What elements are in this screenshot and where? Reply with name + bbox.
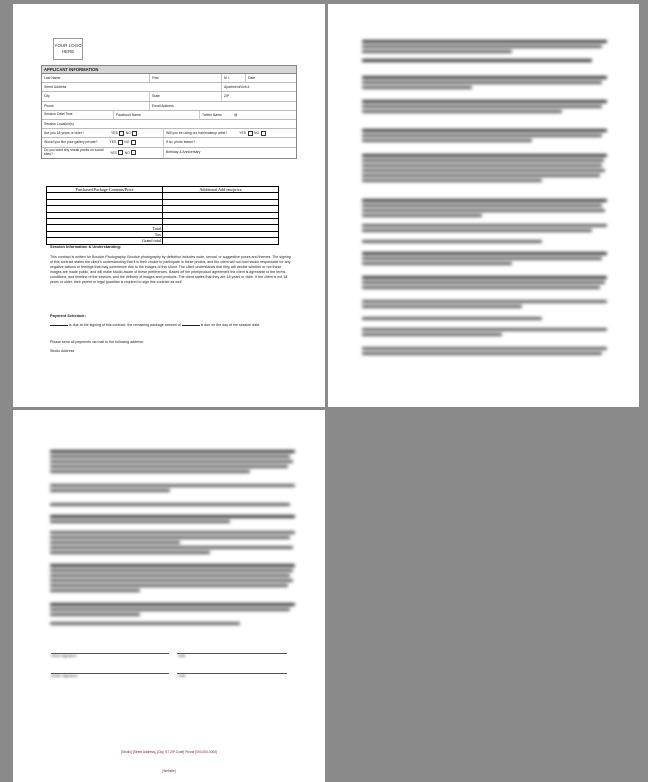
- age-yes-label: YES: [110, 131, 118, 136]
- middle-initial-field[interactable]: M.I.: [222, 74, 246, 82]
- form-row-name: [42, 74, 296, 83]
- form-row-session: [42, 111, 296, 120]
- applicant-form: [41, 65, 297, 159]
- form-row-phone: [42, 102, 296, 111]
- birthday-field[interactable]: Birthday & Anniversary: [166, 149, 201, 154]
- city-field[interactable]: City: [42, 92, 150, 100]
- studio-address-label: Studio Address: [50, 349, 75, 353]
- hair-no-checkbox[interactable]: [261, 131, 266, 136]
- facebook-field[interactable]: Facebook Name: [114, 111, 200, 119]
- social-question: [42, 148, 164, 158]
- hair-no-label: NO: [254, 131, 260, 136]
- social-yes-label: YES: [110, 150, 117, 155]
- hair-yes-label: YES: [239, 131, 247, 136]
- session-info-heading: Session Information & Understanding:: [50, 244, 122, 249]
- at-symbol: @: [233, 112, 238, 117]
- contract-page-2: [328, 4, 639, 407]
- apartment-field[interactable]: Apartment/Unit #: [224, 85, 250, 90]
- session-datetime-field[interactable]: Session Date/Time: [42, 111, 114, 119]
- last-name-field[interactable]: Last Name: [42, 74, 150, 82]
- client-date-label: Date: [178, 654, 186, 658]
- twitter-label: Twitter Name: [202, 112, 222, 117]
- remaining-amount-blank[interactable]: [182, 325, 200, 326]
- payment-line-1: [50, 323, 293, 328]
- age-no-checkbox[interactable]: [132, 131, 137, 136]
- tax-label: Tax: [47, 231, 163, 237]
- client-signature-label: Client Signature: [51, 654, 77, 658]
- email-field[interactable]: Email Address: [152, 103, 174, 108]
- package-table: [46, 186, 279, 245]
- twitter-field[interactable]: [200, 111, 296, 119]
- form-row-location: [42, 120, 296, 129]
- footer-address: [Studio] [Street Address], [City, ST ZIP Code] Phone [000-000-0000]: [121, 750, 217, 754]
- social-no-label: NO: [124, 150, 130, 155]
- total-label: Total: [47, 225, 163, 231]
- social-question-label: Do you want any sneak peeks on social sites?: [44, 147, 104, 156]
- social-yes-checkbox[interactable]: [118, 150, 123, 155]
- first-name-field[interactable]: First: [150, 74, 222, 82]
- date-field[interactable]: Date: [248, 76, 256, 81]
- age-yes-checkbox[interactable]: [119, 131, 124, 136]
- applicant-form-heading: APPLICANT INFORMATION: [42, 66, 296, 74]
- hair-yes-checkbox[interactable]: [248, 131, 253, 136]
- gallery-question: [42, 138, 164, 146]
- contract-page-1: [13, 4, 325, 407]
- footer-website: [Website]: [162, 769, 176, 773]
- hair-question-label: Will you be using our hair/makeup artist?: [166, 131, 228, 136]
- form-row-age: [42, 129, 296, 138]
- form-row-social: [42, 148, 296, 158]
- phone-field[interactable]: Phone: [42, 102, 150, 110]
- zip-field[interactable]: ZIP: [224, 94, 230, 99]
- street-address-field[interactable]: Street Address: [42, 83, 222, 91]
- form-row-gallery: [42, 138, 296, 147]
- addons-header: Additional Add ons/price: [163, 187, 279, 193]
- age-question: [42, 129, 164, 137]
- studio-date-label: Date: [178, 674, 186, 678]
- logo-placeholder: [53, 38, 83, 60]
- age-question-label: Are you 18 years or older?: [44, 131, 84, 136]
- studio-signature-label: Studio Signature: [51, 674, 78, 678]
- package-contents-header: Purchased Package Contents/Price: [47, 187, 163, 193]
- age-no-label: NO: [125, 131, 131, 136]
- form-row-city: [42, 92, 296, 101]
- photo-teaser-field[interactable]: If so, photo teaser?: [166, 139, 196, 144]
- gallery-question-label: Would you like your gallery private?: [44, 140, 98, 145]
- hair-question: [164, 129, 296, 137]
- gallery-no-label: NO: [124, 140, 130, 145]
- state-field[interactable]: State: [150, 92, 222, 100]
- payment-heading: Payment Schedule:: [50, 313, 86, 318]
- payment-line-2: Please send all payments via mail to the following address:: [50, 340, 144, 344]
- logo-line-2: HERE: [61, 49, 75, 54]
- grand-total-label: Grand total: [47, 238, 163, 244]
- session-info-body: This contract is written for Boudoir Photography. Boudoir photography by definition includes nude, sexual, or suggestive poses and themes. The signing of this contract states the client's understanding that it is their choice to participate in these photos, and the client will not hold studio responsible for any negative actions or feelings that may commence due to the images of this shoot. The client understands that they will decide whether or not these images are made public, and will make studio aware of these preferences. Based off the print/product agreement the client is agreeable to the terms, conditions, and timeline of the session, and the delivery of images and products. The client states that they are 18 years or older. If the client is not 18 years or older, their parent or legal guardian is required to sign this contract as well.: [50, 255, 291, 284]
- gallery-yes-checkbox[interactable]: [118, 140, 123, 145]
- gallery-no-checkbox[interactable]: [131, 140, 136, 145]
- gallery-yes-label: YES: [109, 140, 117, 145]
- social-no-checkbox[interactable]: [131, 150, 136, 155]
- payment-line-1a: is due at the signing of this contract, the remaining package amount of: [69, 323, 181, 327]
- session-location-field[interactable]: Session Location(s): [44, 122, 74, 127]
- logo-line-1: YOUR LOGO: [54, 43, 82, 48]
- payment-line-1b: is due on the day of the session date.: [200, 323, 261, 327]
- form-row-street: [42, 83, 296, 92]
- deposit-amount-blank[interactable]: [50, 325, 68, 326]
- contract-page-3: [13, 410, 325, 782]
